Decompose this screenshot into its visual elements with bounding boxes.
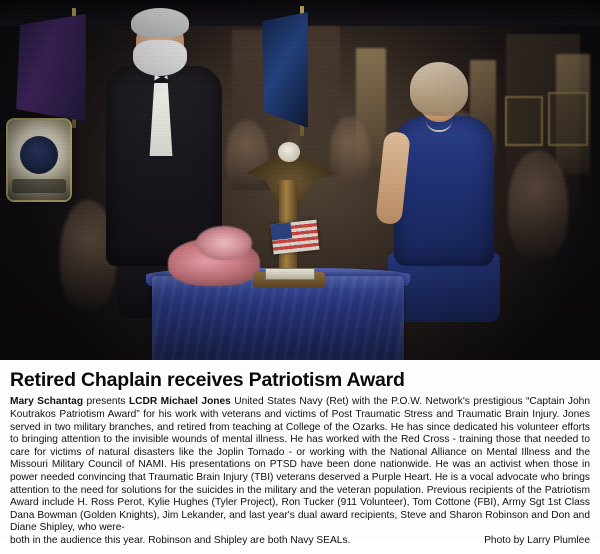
article-text: United States Navy (Ret) with the P.O.W. Network's prestigious “Captain John Koutrakos Patriotism Award” for his work with veterans and victims of Post Traumatic Stress and Traumatic Brain Injury. Jones served in two military branches, and retired from teaching at College of the Ozarks. He has since dedicated his volunteer efforts to bringing attention to the invisible wounds of mental illness. He has worked with the Red Cross - training those that needed to care for victims of natural disasters like the Joplin Tornado - or working with the National Alliance on Mental Illness and the Missouri Military Council of NAMI. His presentations on PTSD have been done nationwide. He was an activist when those in power needed convincing that Traumatic Brain Injury (TBI) veterans deserved a Purple Heart. He is a vocal advocate who brings attention to the need for solutions for the suicides in the military and the veteran population. Previous recipients of the Patriotism Award include H. Ross Perot, Kylie Hughes (Tyler Project), Ron Tucker (911 Volunteer), Tom Cottone (FBI), Army Sgt 1st Class Dana Bowman (Golden Knights), Jim Lekander, and last year's dual award recipients, Steve and Sharon Robinson and Don and Diane Shipley, who were- [10,396,590,534]
hair [410,62,468,116]
article-paragraph [10,396,590,535]
background-person [226,120,268,190]
background-person [330,116,370,188]
gown-bodice [394,116,494,266]
page-title: Retired Chaplain receives Patriotism Award [10,369,405,391]
article-last-line: both in the audience this year. Robinson and Shipley are both Navy SEALs. [10,535,351,546]
beard [133,40,187,76]
pow-mia-seal [6,118,72,202]
navy-flag [262,12,308,128]
lead-connector: presents [83,396,129,408]
purple-flag [16,14,86,122]
article-body [0,360,600,554]
eagle-head [278,142,300,162]
lead-name-mary-schantag: Mary Schantag [10,396,84,408]
floral-arrangement [196,226,252,260]
hair [131,8,189,38]
wall-plaque [505,96,543,146]
small-american-flag [271,220,320,255]
draped-table [152,276,404,360]
last-line-row [10,535,590,548]
trophy-nameplate [265,268,315,280]
wall-plaque [548,92,588,146]
background-person [508,150,568,260]
lead-name-michael-jones: LCDR Michael Jones [128,396,231,408]
photo-credit: Photo by Larry Plumlee [484,535,590,546]
